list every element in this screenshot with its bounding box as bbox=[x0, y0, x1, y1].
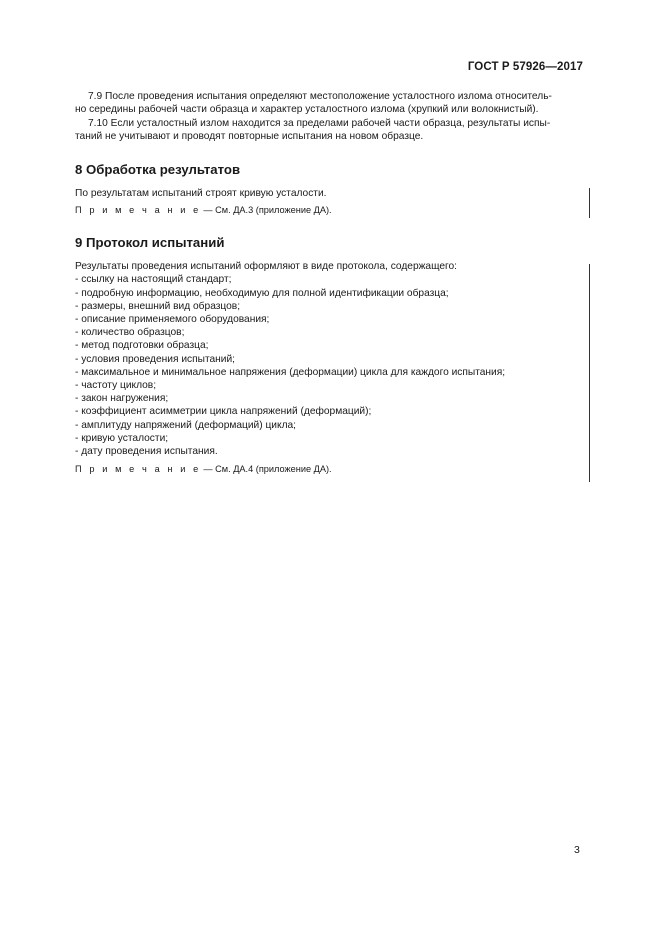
note-label: П р и м е ч а н и е bbox=[75, 205, 201, 216]
section-9-note bbox=[75, 463, 584, 475]
list-item: - частоту циклов; bbox=[75, 380, 157, 392]
page-number: 3 bbox=[574, 844, 580, 856]
list-item: - закон нагружения; bbox=[75, 393, 169, 405]
list-item: - описание применяемого оборудования; bbox=[75, 314, 270, 326]
list-item: - условия проведения испытаний; bbox=[75, 353, 236, 365]
protocol-items-list bbox=[75, 273, 584, 458]
section-9-intro: Результаты проведения испытаний оформляют в виде протокола, содержащего: bbox=[75, 261, 458, 273]
section-8-heading: 8 Обработка результатов bbox=[75, 161, 241, 177]
list-item: - подробную информацию, необходимую для полной идентификации образца; bbox=[75, 287, 449, 299]
section-8-text: По результатам испытаний строят кривую усталости. bbox=[75, 187, 327, 199]
list-item: - амплитуду напряжений (деформаций) цикла; bbox=[75, 419, 297, 431]
list-item: - метод подготовки образца; bbox=[75, 340, 209, 352]
section-9-heading: 9 Протокол испытаний bbox=[75, 235, 225, 251]
list-item: - размеры, внешний вид образцов; bbox=[75, 300, 241, 312]
paragraph-7-9-line2: но середины рабочей части образца и характер усталостного излома (хрупкий или волокнистый). bbox=[75, 104, 539, 116]
section-8-note bbox=[75, 204, 584, 216]
list-item: - коэффициент асимметрии цикла напряжений (деформаций); bbox=[75, 406, 372, 418]
list-item: - максимальное и минимальное напряжения (деформации) цикла для каждого испытания; bbox=[75, 366, 506, 378]
list-item: - дату проведения испытания. bbox=[75, 446, 218, 458]
note-label: П р и м е ч а н и е bbox=[75, 464, 201, 475]
paragraph-7-10-line2: таний не учитывают и проводят повторные испытания на новом образце. bbox=[75, 131, 424, 143]
list-item: - ссылку на настоящий стандарт; bbox=[75, 274, 232, 286]
document-header: ГОСТ Р 57926—2017 bbox=[467, 61, 583, 73]
paragraph-7-9-line1: 7.9 После проведения испытания определяют местоположение усталостного излома относитель- bbox=[88, 91, 552, 102]
note-text: — См. ДА.4 (приложение ДА). bbox=[200, 464, 332, 475]
change-bar bbox=[589, 264, 590, 482]
note-text: — См. ДА.3 (приложение ДА). bbox=[200, 205, 332, 216]
change-bar bbox=[589, 188, 590, 218]
page-content bbox=[75, 90, 584, 475]
paragraph-7-10-line1: 7.10 Если усталостный излом находится за пределами рабочей части образца, результаты испы- bbox=[88, 117, 551, 129]
list-item: - количество образцов; bbox=[75, 327, 185, 339]
list-item: - кривую усталости; bbox=[75, 432, 169, 444]
